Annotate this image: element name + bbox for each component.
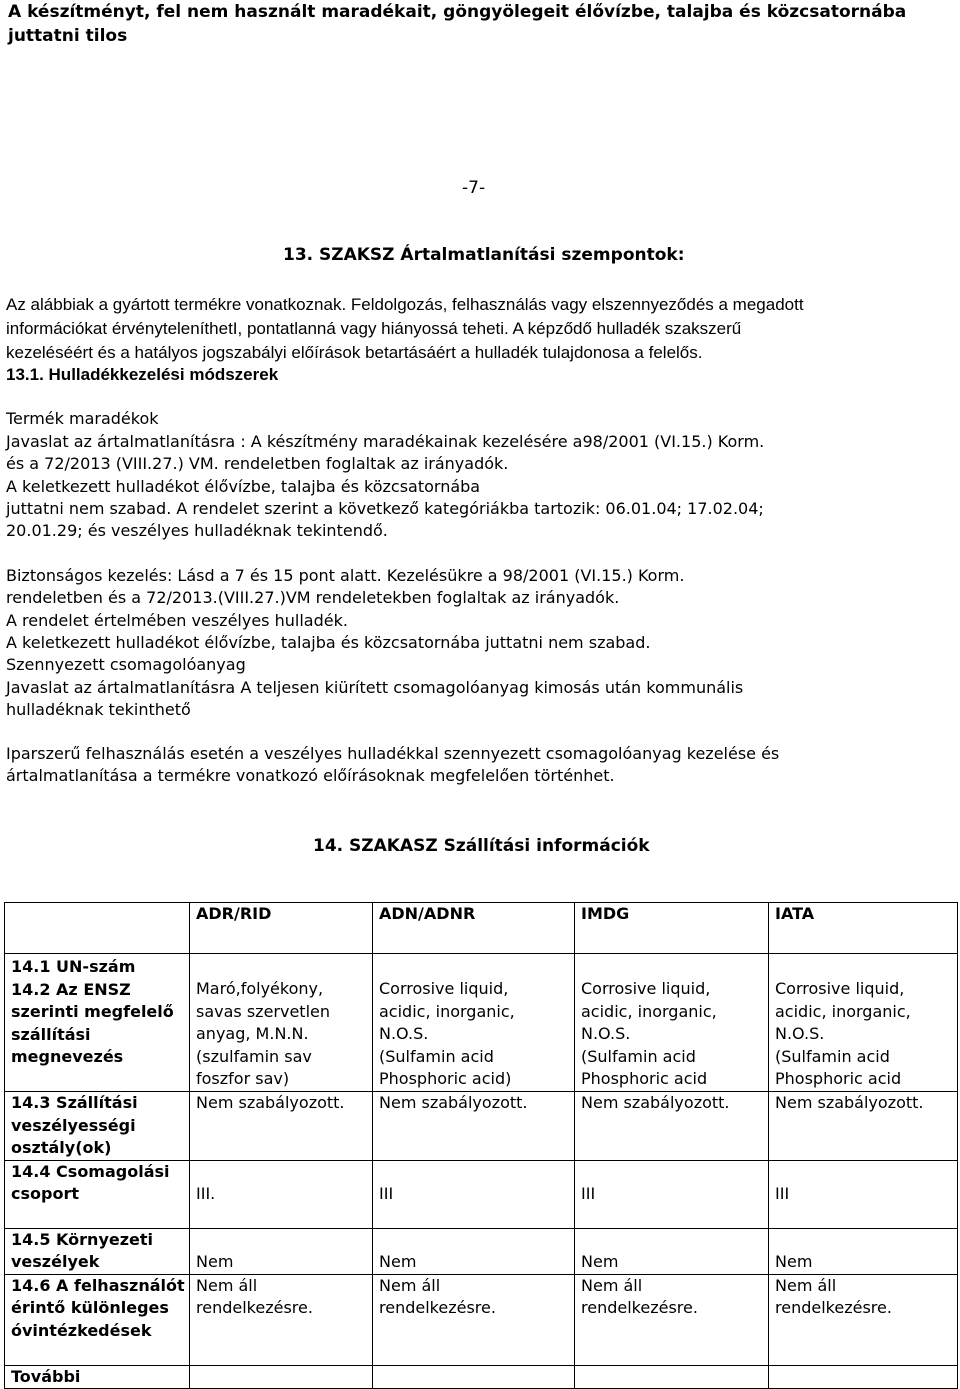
- body-line: Javaslat az ártalmatlanításra : A készítmény maradékainak kezelésére a98/2001 (VI.15.) Korm.: [6, 432, 765, 451]
- cell-adr: [190, 1365, 373, 1389]
- column-header-adr-rid: ADR/RID: [190, 903, 373, 954]
- section-13-title: 13. SZAKSZ Ártalmatlanítási szempontok:: [283, 245, 685, 265]
- table-row: [5, 1274, 958, 1365]
- cell-iata: [769, 1365, 958, 1389]
- cell-adn: [373, 1365, 575, 1389]
- cell-adn: Nem: [373, 1228, 575, 1274]
- table-row: [5, 954, 958, 1092]
- subheading-13-1: 13.1. Hulladékkezelési módszerek: [6, 365, 279, 384]
- row-label-hazard-class: 14.3 Szállítási veszélyességi osztály(ok): [5, 1092, 190, 1161]
- cell-adr: Nem: [190, 1228, 373, 1274]
- body-line: hulladéknak tekinthető: [6, 700, 191, 719]
- table-row: [5, 1160, 958, 1228]
- body-line: és a 72/2013 (VIII.27.) VM. rendeletben foglaltak az irányadók.: [6, 454, 509, 473]
- cell-adn: Nem áll rendelkezésre.: [373, 1274, 575, 1365]
- body-line: juttatni nem szabad. A rendelet szerint a következő kategóriákba tartozik: 06.01.04; 17.02.04;: [6, 499, 764, 518]
- table-row: [5, 1365, 958, 1389]
- body-line: 20.01.29; és veszélyes hulladéknak tekintendő.: [6, 521, 388, 540]
- cell-adr: Nem áll rendelkezésre.: [190, 1274, 373, 1365]
- column-header-imdg: IMDG: [575, 903, 769, 954]
- body-line: Biztonságos kezelés: Lásd a 7 és 15 pont alatt. Kezelésükre a 98/2001 (VI.15.) Korm.: [6, 566, 685, 585]
- section-14-title: 14. SZAKASZ Szállítási információk: [313, 836, 650, 856]
- cell-imdg: Nem áll rendelkezésre.: [575, 1274, 769, 1365]
- body-line: Szennyezett csomagolóanyag: [6, 655, 246, 674]
- cell-iata: Nem szabályozott.: [769, 1092, 958, 1161]
- column-header-iata: IATA: [769, 903, 958, 954]
- transport-info-table: [4, 902, 958, 1389]
- cell-adn: Nem szabályozott.: [373, 1092, 575, 1161]
- row-label-environmental-hazards: 14.5 Környezeti veszélyek: [5, 1228, 190, 1274]
- column-header-adn-adnr: ADN/ADNR: [373, 903, 575, 954]
- cell-adr: III.: [190, 1160, 373, 1228]
- body-line: A keletkezett hulladékot élővízbe, talajba és közcsatornába juttatni nem szabad.: [6, 633, 651, 652]
- cell-iata: Nem áll rendelkezésre.: [769, 1274, 958, 1365]
- cell-adn: Corrosive liquid, acidic, inorganic, N.O.S. (Sulfamin acid Phosphoric acid): [373, 954, 575, 1092]
- body-line: A keletkezett hulladékot élővízbe, talajba és közcsatornába: [6, 477, 481, 496]
- header-corner: [5, 903, 190, 954]
- table-row: [5, 1228, 958, 1274]
- cell-adr: Nem szabályozott.: [190, 1092, 373, 1161]
- cell-imdg: [575, 1365, 769, 1389]
- intro-line: kezeléséért és a hatályos jogszabályi előírások betartásáért a hulladék tulajdonosa a felelős.: [6, 343, 703, 362]
- cell-imdg: Corrosive liquid, acidic, inorganic, N.O.S. (Sulfamin acid Phosphoric acid: [575, 954, 769, 1092]
- table-row: [5, 1092, 958, 1161]
- row-label-special-precautions: 14.6 A felhasználót érintő különleges óvintézkedések: [5, 1274, 190, 1365]
- table-header-row: [5, 903, 958, 954]
- body-line: rendeletben és a 72/2013.(VIII.27.)VM rendeletekben foglaltak az irányadók.: [6, 588, 620, 607]
- body-line: A rendelet értelmében veszélyes hulladék.: [6, 611, 348, 630]
- row-label-packing-group: 14.4 Csomagolási csoport: [5, 1160, 190, 1228]
- body-line: Javaslat az ártalmatlanításra A teljesen kiürített csomagolóanyag kimosás után kommunális: [6, 678, 744, 697]
- row-label-further: További: [5, 1365, 190, 1389]
- cell-iata: Nem: [769, 1228, 958, 1274]
- intro-line: információkat érvényteleníthetI, pontatlanná vagy hiányossá teheti. A képződő hulladék szakszerű: [6, 319, 742, 338]
- cell-iata: Corrosive liquid, acidic, inorganic, N.O.S. (Sulfamin acid Phosphoric acid: [769, 954, 958, 1092]
- body-line: ártalmatlanítása a termékre vonatkozó előírásoknak megfelelően történhet.: [6, 766, 615, 785]
- cell-imdg: III: [575, 1160, 769, 1228]
- body-line: Iparszerű felhasználás esetén a veszélyes hulladékkal szennyezett csomagolóanyag kezelése és: [6, 744, 780, 763]
- cell-imdg: Nem szabályozott.: [575, 1092, 769, 1161]
- cell-adn: III: [373, 1160, 575, 1228]
- row-label-un-number-name: 14.1 UN-szám 14.2 Az ENSZ szerinti megfelelő szállítási megnevezés: [5, 954, 190, 1092]
- hazard-warning: A készítményt, fel nem használt maradékait, göngyölegeit élővízbe, talajba és közcsatornába juttatni tilos: [8, 2, 907, 46]
- page-number: -7-: [462, 178, 486, 198]
- cell-adr: Maró,folyékony, savas szervetlen anyag, M.N.N. (szulfamin sav foszfor sav): [190, 954, 373, 1092]
- cell-imdg: Nem: [575, 1228, 769, 1274]
- body-line: Termék maradékok: [6, 409, 159, 428]
- intro-line: Az alábbiak a gyártott termékre vonatkoznak. Feldolgozás, felhasználás vagy elszennyeződés a megadott: [6, 295, 804, 314]
- cell-iata: III: [769, 1160, 958, 1228]
